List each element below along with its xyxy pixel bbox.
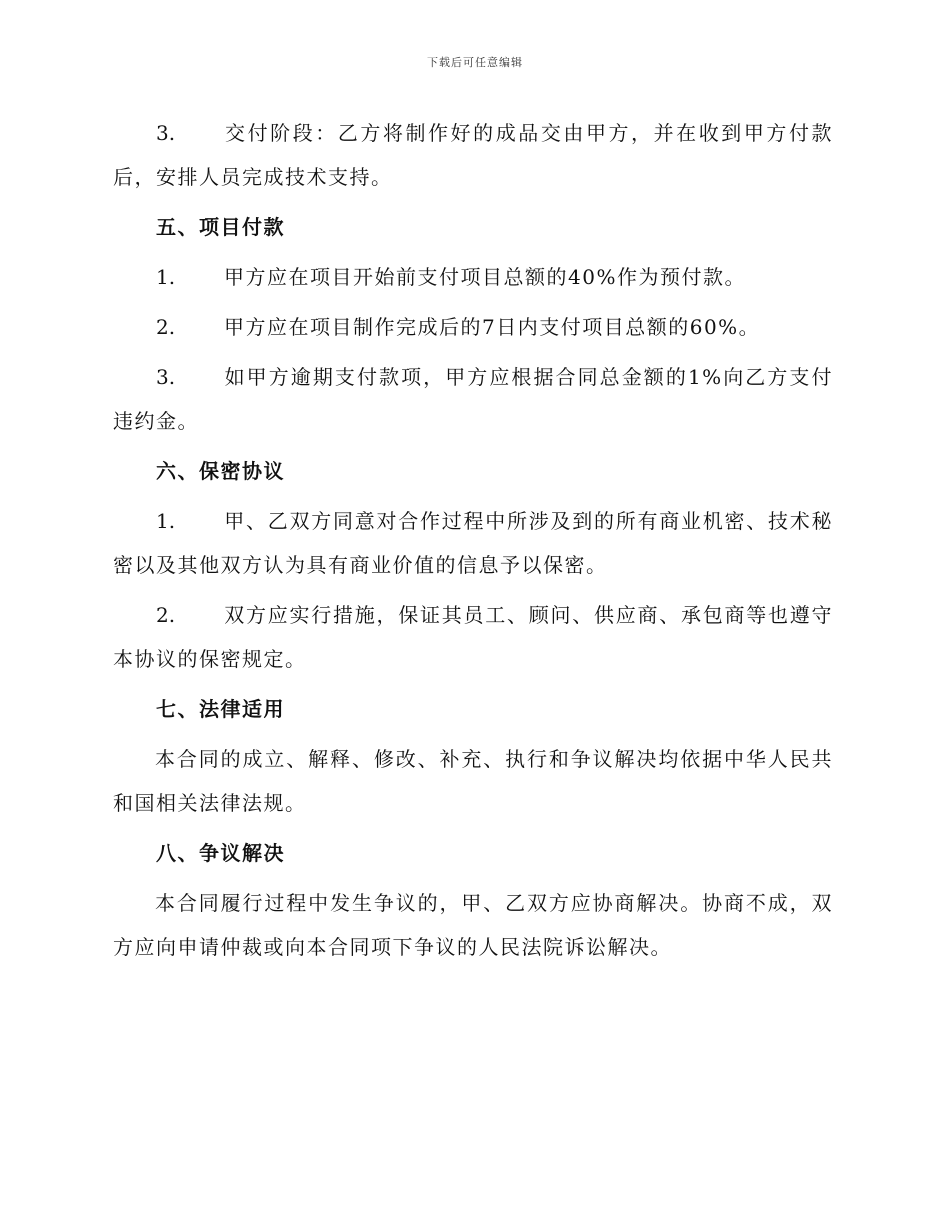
section-heading-confidentiality: 六、保密协议 <box>156 459 285 483</box>
clause-number: 2. <box>156 603 176 627</box>
clause-number: 2. <box>156 315 176 339</box>
clause-text: 甲、乙双方同意对合作过程中所涉及到的所有商业机密、技术秘密以及其他双方认为具有商业价值的信息予以保密。 <box>113 509 833 577</box>
clause-final-payment <box>113 305 833 349</box>
clause-text: 双方应实行措施，保证其员工、顾问、供应商、承包商等也遵守本协议的保密规定。 <box>113 603 833 671</box>
clause-text: 甲方应在项目制作完成后的7日内支付项目总额的60%。 <box>224 315 761 339</box>
document-body <box>113 111 833 975</box>
clause-late-payment <box>113 355 833 443</box>
clause-delivery-stage <box>113 111 833 199</box>
clause-text: 如甲方逾期支付款项，甲方应根据合同总金额的1%向乙方支付违约金。 <box>113 365 833 433</box>
clause-prepayment <box>113 255 833 299</box>
clause-text: 甲方应在项目开始前支付项目总额的40%作为预付款。 <box>224 265 746 289</box>
clause-number: 3. <box>156 121 176 145</box>
clause-confidential-info <box>113 499 833 587</box>
clause-dispute-resolution: 本合同履行过程中发生争议的，甲、乙双方应协商解决。协商不成，双方应向申请仲裁或向本合同项下争议的人民法院诉讼解决。 <box>113 891 833 959</box>
clause-number: 3. <box>156 365 176 389</box>
clause-governing-law: 本合同的成立、解释、修改、补充、执行和争议解决均依据中华人民共和国相关法律法规。 <box>113 747 833 815</box>
page-header: 下载后可任意编辑 <box>427 56 523 69</box>
section-heading-governing-law: 七、法律适用 <box>156 697 285 721</box>
clause-confidential-measures <box>113 593 833 681</box>
clause-text: 交付阶段：乙方将制作好的成品交由甲方，并在收到甲方付款后，安排人员完成技术支持。 <box>113 121 833 189</box>
section-heading-dispute-resolution: 八、争议解决 <box>156 841 285 865</box>
clause-number: 1. <box>156 265 176 289</box>
section-heading-payment: 五、项目付款 <box>156 215 285 239</box>
clause-number: 1. <box>156 509 176 533</box>
